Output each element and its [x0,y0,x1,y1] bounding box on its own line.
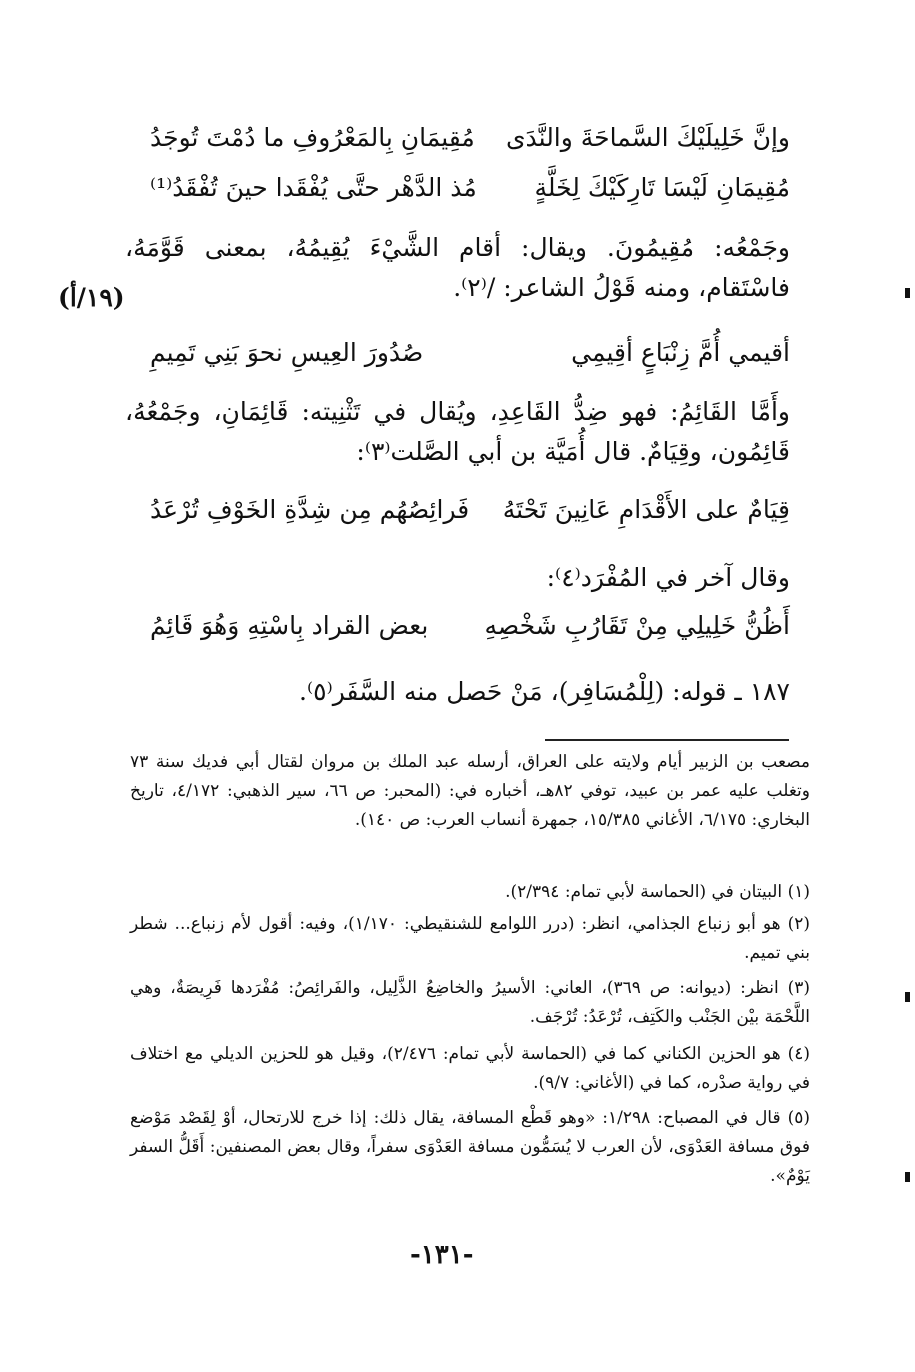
verse-4-left-hemistich: فَرائِصُهُم مِن شِدَّةِ الخَوْفِ تُرْعَدُ [150,495,470,524]
footnote-2-number: (٢) [787,914,811,934]
verse-2-left-hemistich: مُذ الدَّهْر حتَّى يُفْقَدا حينَ تُفْقَدُ⁽¹⁾ [150,173,477,202]
footnote-continuation: مصعب بن الزبير أيام ولايته على العراق، أرسله عبد الملك بن مروان لقتال أبي فديك سنة ٧٣ وتغلب عليه عمر بن عبيد، توفي ٨٢هـ، أخباره في: (المحبر: ص ٦٦، سير الذهبي: ٤/١٧٢، تاريخ البخاري: ٦/١٧٥، الأغاني ١٥/٣٨٥، جمهرة أنساب العرب: ص ١٤٠). [130,752,810,830]
footnote-5-text: قال في المصباح: ١/٢٩٨: «وهو قَطْع المسافة، يقال ذلك: إذا خرج للارتحال، أوْ لِقَصْد مَوْضع فوق مسافة العَدْوَى، لأن العرب لا يُسَمُّون مسافة العَدْوَى سفراً، وقال بعض المصنفين: أَقَلُّ السفر يَوْمٌ». [130,1108,810,1186]
prose-paragraph-2: وأَمَّا القَائِمُ: فهو ضِدُّ القَاعِدِ، ويُقال في تَثْنِيته: قَائِمَانِ، وجَمْعُهُ، قَائِمُون، وقِيَامٌ. قال أُمَيَّة بن أبي الصَّلت⁽٣⁾: [125,397,790,466]
verse-1-right-hemistich: وإنَّ خَلِيلَيْكَ السَّماحَةَ والنَّدَى [505,123,790,152]
verse-5-right-hemistich: أَظُنُّ خَلِيلِي مِنْ تَقَارُبِ شَخْصِهِ [484,611,790,640]
prose-paragraph-4: ١٨٧ ـ قوله: (لِلْمُسَافِر)، مَنْ حَصل منه السَّفَر⁽٥⁾. [299,677,790,706]
footnote-3-text: انظر: (ديوانه: ص ٣٦٩)، العاني: الأسيرُ والخاضِعُ الذَّلِيل، والفَرائِصُ: مُفْرَدها فَرِيصَةٌ، وهي اللَّحْمَة بيْن الجَنْب والكَتِف، تُرْعَدُ: تُرْجَف. [130,978,810,1027]
footnote-4 [130,1040,810,1098]
scan-mark [905,1172,910,1182]
verse-5-left-hemistich: بعض القراد بِاسْتِهِ وَهُوَ قَائِمُ [150,611,429,640]
footnote-4-text: هو الحزين الكناني كما في (الحماسة لأبي تمام: ٢/٤٧٦)، وقيل هو للحزين الديلي مع اختلاف في رواية صدْره، كما في (الأغاني: ٩/٧). [130,1044,810,1093]
verse-2-right-hemistich: مُقِيمَانِ لَيْسَا تَارِكَيْكَ لِخَلَّةٍ [534,173,790,202]
verse-3-right-hemistich: أقيمي أُمَّ زِنْبَاعٍ أقِيمِي [571,338,790,367]
scan-mark [905,992,910,1002]
footnote-2 [130,910,810,968]
verse-1-left-hemistich: مُقِيمَانِ بِالمَعْرُوفِ ما دُمْتَ تُوجَدُ [150,123,475,152]
footnote-2-text: هو أبو زنباع الجذامي، انظر: (درر اللوامع للشنقيطي: ١/١٧٠)، وفيه: أقول لأم زنباع... شطر بني تميم. [130,914,810,963]
footnote-4-number: (٤) [787,1044,810,1064]
footnote-separator [545,739,789,741]
prose-paragraph-3: وقال آخر في المُفْرَد⁽٤⁾: [546,563,790,592]
footnote-5 [130,1104,810,1191]
footnote-5-number: (٥) [787,1108,810,1128]
prose-paragraph-1: وجَمْعُه: مُقِيمُونَ. ويقال: أقام الشَّيْءَ يُقِيمُهُ، بمعنى قَوَّمَهُ، فاسْتَقام، ومنه قَوْلُ الشاعر: /⁽٢⁾. [125,233,790,302]
footnote-1-text: البيتان في (الحماسة لأبي تمام: ٢/٣٩٤). [505,882,783,902]
verse-line-5 [150,606,790,646]
verse-line-3 [150,333,790,373]
verse-4-right-hemistich: قِيَامٌ على الأَقْدَامِ عَانِينَ تَحْتَهُ [502,495,790,524]
footnote-3 [130,974,810,1032]
verse-3-left-hemistich: صُدُورَ العِيسِ نحوَ بَنِي تَمِيمِ [150,338,424,367]
scan-mark [905,288,910,298]
page-number: -١٣١- [410,1240,474,1270]
folio-marker: (١٩/أ) [58,283,125,312]
footnote-3-number: (٣) [787,978,810,998]
footnote-1-number: (١) [787,882,810,902]
footnote-1 [130,878,810,907]
verse-line-4 [150,490,790,530]
verse-line-1 [150,118,790,158]
verse-line-2 [150,168,790,208]
